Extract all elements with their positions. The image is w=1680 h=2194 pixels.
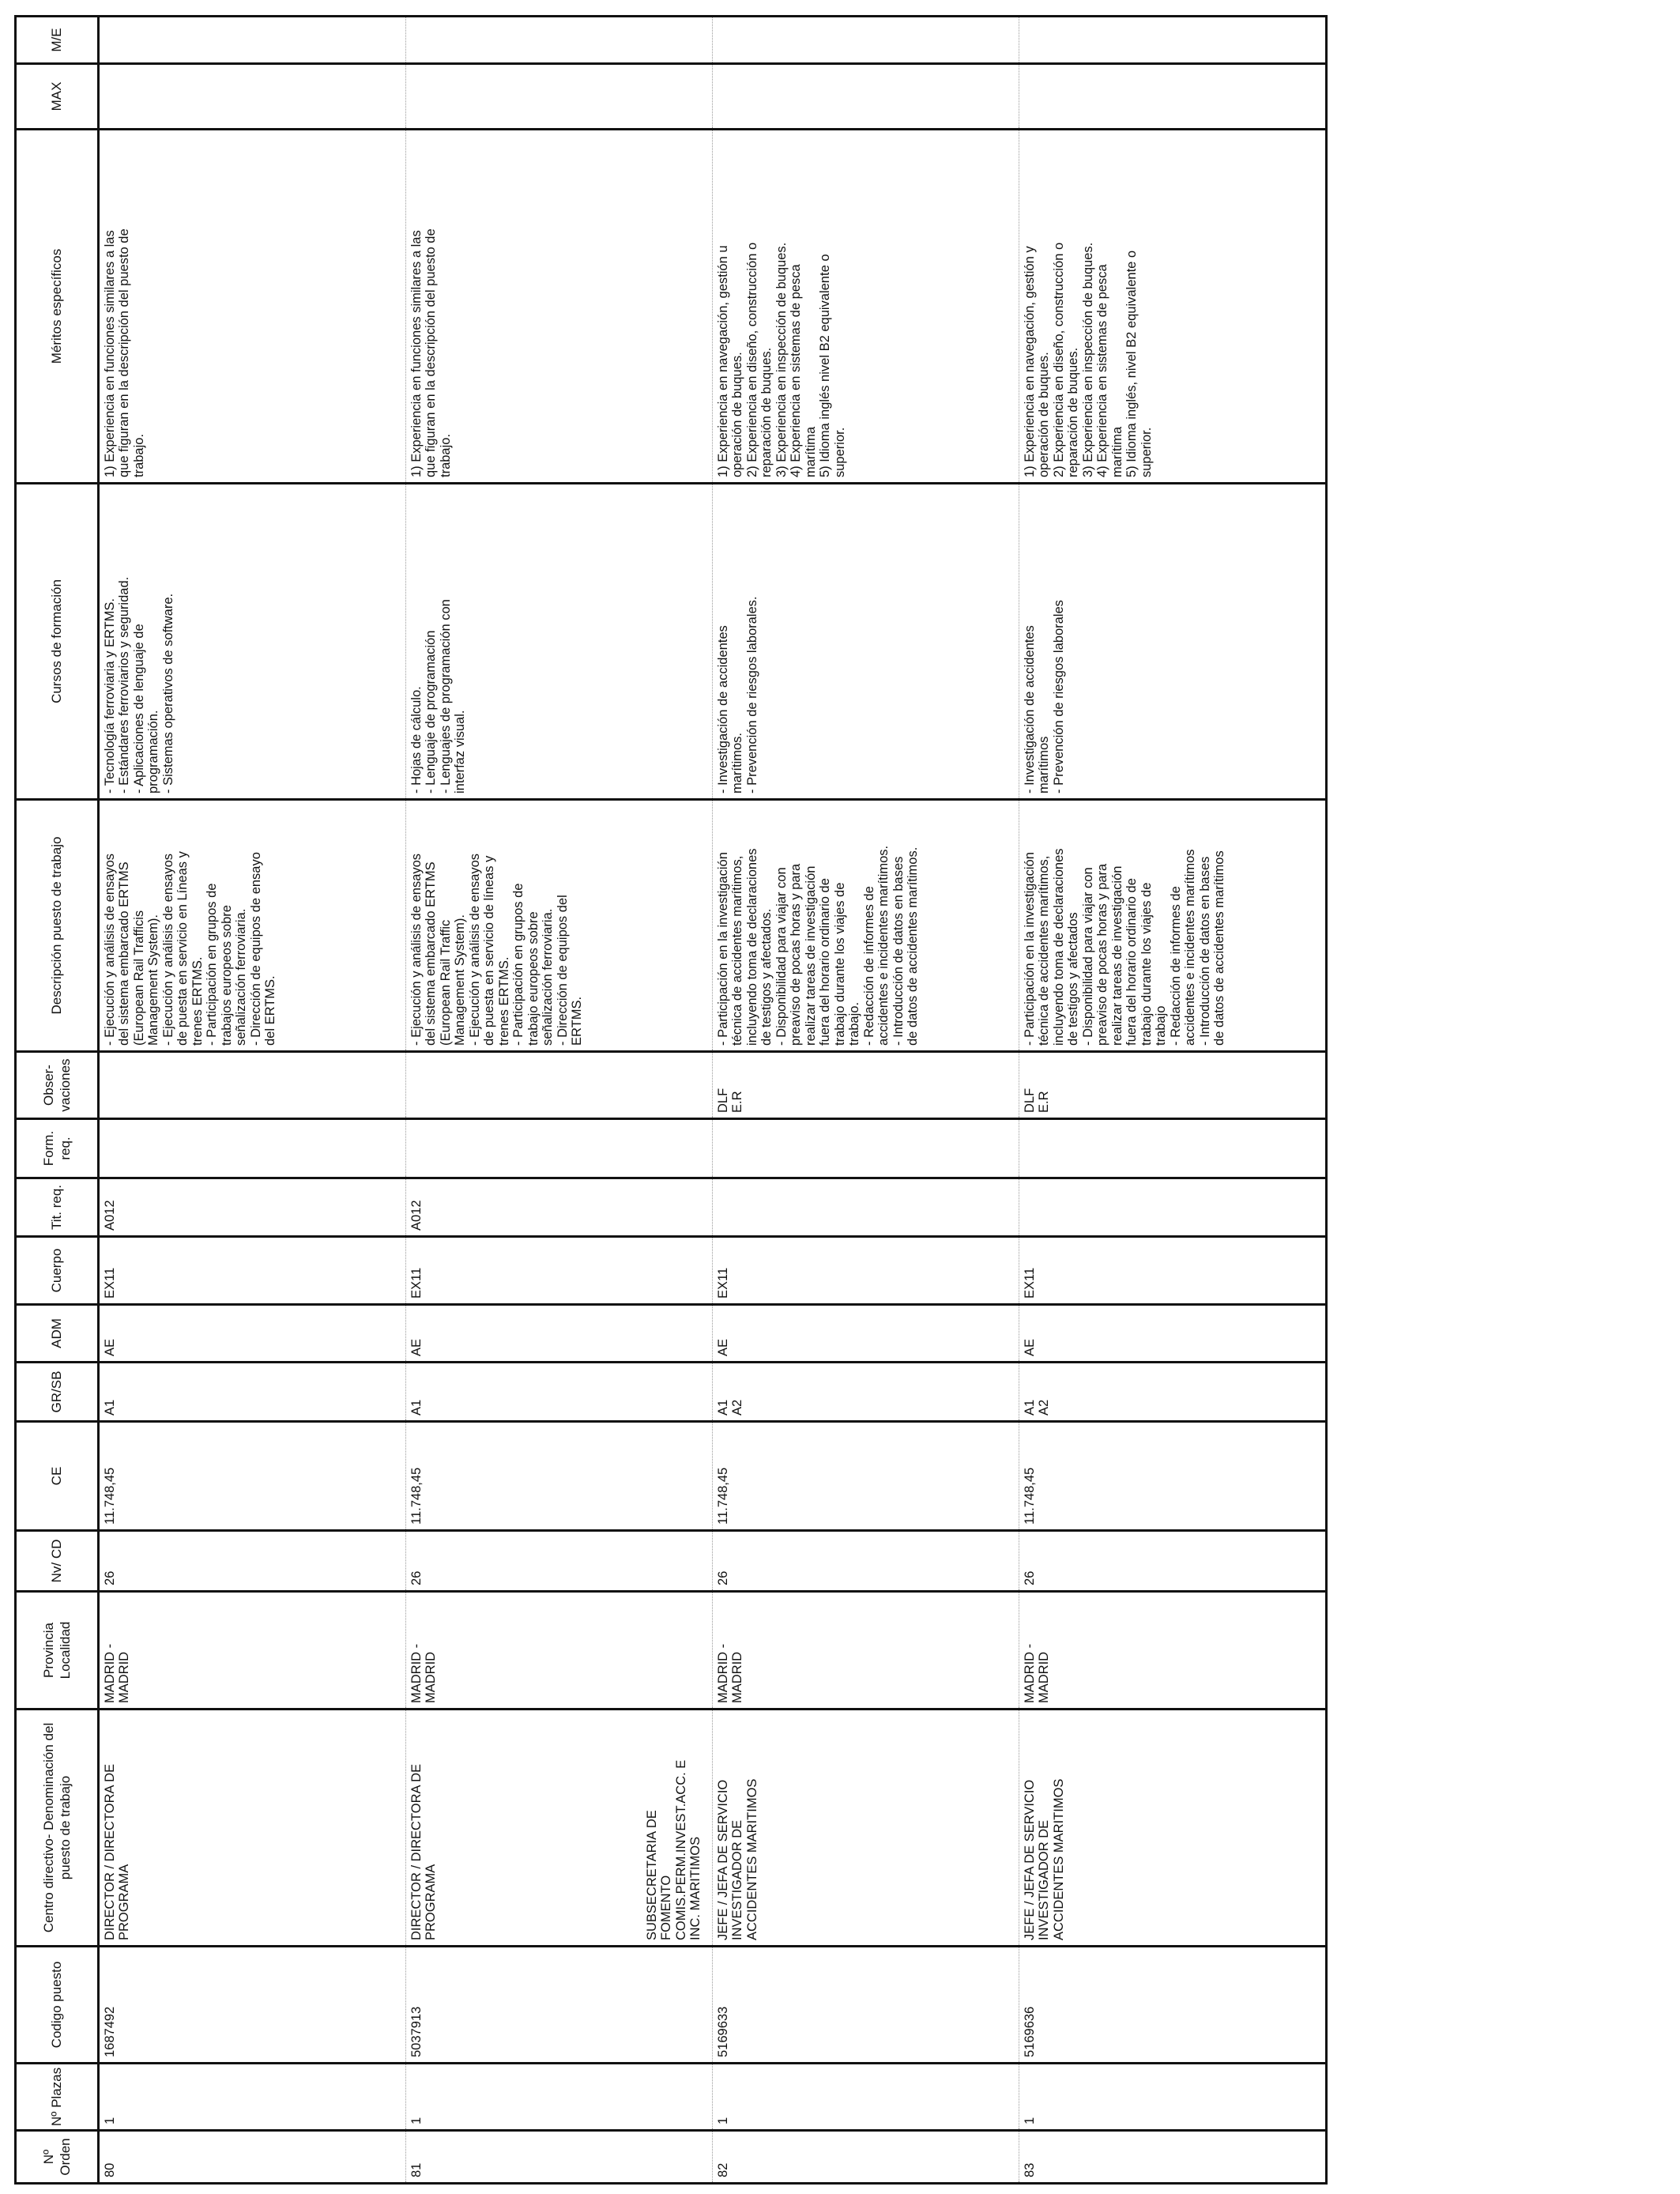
header-row (16, 17, 99, 2184)
ce-cell: 11.748,45 (406, 1422, 713, 1531)
provincia-cell: MADRID - MADRID (99, 1592, 406, 1710)
job-positions-table (14, 15, 1328, 2185)
codigo-cell: 5169633 (713, 1947, 1019, 2064)
header-adm: ADM (16, 1305, 99, 1363)
descripcion-cell: - Ejecución y análisis de ensayos del sistema embarcado ERTMS (European Rail Trafficis Management System). - Ejecución y análisis de ensayos de puesta en servicio en Líneas y trenes ERTMS. - Participación en grupos de trabajos europeos sobre señalización ferroviaria. - Dirección de equipos de ensayo del ERTMS. (99, 800, 406, 1052)
header-max: MAX (16, 64, 99, 130)
header-grupo: GR/SB (16, 1363, 99, 1422)
table-row (713, 17, 1019, 2184)
descripcion-cell: - Ejecución y análisis de ensayos del sistema embarcado ERTMS (European Rail Traffic Management System). - Ejecución y análisis de ensayos de puesta en servicio de líneas y trenes ERTMS. - Participación en grupos de trabajo europeos sobre señalización ferroviaria. - Dirección de equipos del ERTMS. (406, 800, 713, 1052)
cursos-cell: - Investigación de accidentes marítimos. - Prevención de riesgos laborales. (713, 484, 1019, 800)
table-row (99, 17, 406, 2184)
codigo-cell: 5169636 (1019, 1947, 1327, 2064)
header-plazas: Nº Plazas (16, 2064, 99, 2131)
header-meritos: Méritos específicos (16, 130, 99, 484)
header-observaciones: Obser- vaciones (16, 1052, 99, 1119)
adm-cell: AE (99, 1305, 406, 1363)
cuerpo-cell: EX11 (406, 1237, 713, 1305)
max-cell (1019, 64, 1327, 130)
meritos-cell: 1) Experiencia en navegación, gestión u operación de buques. 2) Experiencia en diseño, construcción o reparación de buques. 3) Experiencia en inspección de buques. 4) Experiencia en sistemas de pesca marítima 5) Idioma inglés nivel B2 equivalente o superior. (713, 130, 1019, 484)
nivel-cell: 26 (713, 1531, 1019, 1592)
descripcion-cell: - Participación en la investigación técnica de accidentes marítimos, incluyendo toma de declaraciones de testigos y afectados. - Disponibilidad para viajar con preaviso de pocas horas y para realizar tareas de investigación fuera del horario ordinario de trabajo durante los viajes de trabajo. - Redacción de informes de accidentes e incidentes marítimos. - Introducción de datos en bases de datos de accidentes marítimos. (713, 800, 1019, 1052)
grupo-cell: A1 (406, 1363, 713, 1422)
cursos-cell: - Hojas de cálculo. - Lenguaje de programación - Lenguajes de programación con interfaz visual. (406, 484, 713, 800)
centro-cell: JEFE / JEFA DE SERVICIO INVESTIGADOR DE ACCIDENTES MARITIMOS (1019, 1710, 1327, 1947)
header-cuerpo: Cuerpo (16, 1237, 99, 1305)
centro-cell (406, 1710, 713, 1947)
descripcion-cell: - Participación en la investigación técnica de accidentes marítimos, incluyendo toma de declaraciones de testigos y afectados - Disponibilidad para viajar con preaviso de pocas horas y para realizar tareas de investigación fuera del horario ordinario de trabajo durante los viajes de trabajo - Redacción de informes de accidentes e incidentes marítimos - Introducción de datos en bases de datos de accidentes marítimos (1019, 800, 1327, 1052)
header-codigo: Codigo puesto (16, 1947, 99, 2064)
grupo-cell: A1 (99, 1363, 406, 1422)
cuerpo-cell: EX11 (99, 1237, 406, 1305)
adm-cell: AE (713, 1305, 1019, 1363)
orden-cell: 82 (713, 2131, 1019, 2184)
titulacion-cell (1019, 1178, 1327, 1237)
header-provincia: Provincia Localidad (16, 1592, 99, 1710)
header-ce: CE (16, 1422, 99, 1531)
nivel-cell: 26 (1019, 1531, 1327, 1592)
orden-cell: 81 (406, 2131, 713, 2184)
plazas-cell: 1 (99, 2064, 406, 2131)
max-cell (713, 64, 1019, 130)
formacion-cell (1019, 1119, 1327, 1178)
cuerpo-cell: EX11 (713, 1237, 1019, 1305)
meritos-cell: 1) Experiencia en funciones similares a las que figuran en la descripción del puesto de trabajo. (406, 130, 713, 484)
max-cell (99, 64, 406, 130)
max-cell (406, 64, 713, 130)
provincia-cell: MADRID - MADRID (406, 1592, 713, 1710)
meritos-cell: 1) Experiencia en funciones similares a las que figuran en la descripción del puesto de trabajo. (99, 130, 406, 484)
observaciones-cell: DLF E.R (1019, 1052, 1327, 1119)
header-centro: Centro directivo- Denominación del puesto de trabajo (16, 1710, 99, 1947)
me-cell (406, 17, 713, 64)
table-row (406, 17, 713, 2184)
formacion-cell (406, 1119, 713, 1178)
nivel-cell: 26 (406, 1531, 713, 1592)
header-orden: Nº Orden (16, 2131, 99, 2184)
ce-cell: 11.748,45 (713, 1422, 1019, 1531)
adm-cell: AE (1019, 1305, 1327, 1363)
observaciones-cell (406, 1052, 713, 1119)
codigo-cell: 1687492 (99, 1947, 406, 2064)
provincia-cell: MADRID - MADRID (1019, 1592, 1327, 1710)
provincia-cell: MADRID - MADRID (713, 1592, 1019, 1710)
formacion-cell (99, 1119, 406, 1178)
header-cursos: Cursos de formación (16, 484, 99, 800)
centro-cell: DIRECTOR / DIRECTORA DE PROGRAMA (99, 1710, 406, 1947)
codigo-cell: 5037913 (406, 1947, 713, 2064)
table-row (1019, 17, 1327, 2184)
ce-cell: 11.748,45 (99, 1422, 406, 1531)
meritos-cell: 1) Experiencia en navegación, gestión y operación de buques. 2) Experiencia en diseño, construcción o reparación de buques. 3) Experiencia en inspección de buques. 4) Experiencia en sistemas de pesca marítima 5) Idioma inglés, nivel B2 equivalente o superior. (1019, 130, 1327, 484)
plazas-cell: 1 (713, 2064, 1019, 2131)
section-heading: SUBSECRETARIA DE FOMENTO COMIS.PERM.INVEST.ACC. E INC. MARITIMOS (645, 1759, 703, 1940)
titulacion-cell: A012 (406, 1178, 713, 1237)
me-cell (1019, 17, 1327, 64)
header-formacion: Form. req. (16, 1119, 99, 1178)
me-cell (99, 17, 406, 64)
adm-cell: AE (406, 1305, 713, 1363)
cursos-cell: - Tecnología ferroviaria y ERTMS. - Estándares ferroviarios y seguridad. - Aplicaciones de lenguaje de programación. - Sistemas operativos de software. (99, 484, 406, 800)
header-nivel: Nv/ CD (16, 1531, 99, 1592)
header-me: M/E (16, 17, 99, 64)
titulacion-cell (713, 1178, 1019, 1237)
header-descripcion: Descripción puesto de trabajo (16, 800, 99, 1052)
nivel-cell: 26 (99, 1531, 406, 1592)
plazas-cell: 1 (406, 2064, 713, 2131)
ce-cell: 11.748,45 (1019, 1422, 1327, 1531)
cuerpo-cell: EX11 (1019, 1237, 1327, 1305)
grupo-cell: A1 A2 (1019, 1363, 1327, 1422)
centro-cell: JEFE / JEFA DE SERVICIO INVESTIGADOR DE ACCIDENTES MARITIMOS (713, 1710, 1019, 1947)
orden-cell: 80 (99, 2131, 406, 2184)
centro-text: DIRECTOR / DIRECTORA DE PROGRAMA (409, 1763, 439, 1940)
titulacion-cell: A012 (99, 1178, 406, 1237)
header-titulacion: Tit. req. (16, 1178, 99, 1237)
observaciones-cell (99, 1052, 406, 1119)
plazas-cell: 1 (1019, 2064, 1327, 2131)
me-cell (713, 17, 1019, 64)
observaciones-cell: DLF E.R (713, 1052, 1019, 1119)
orden-cell: 83 (1019, 2131, 1327, 2184)
formacion-cell (713, 1119, 1019, 1178)
cursos-cell: - Investigación de accidentes marítimos - Prevención de riesgos laborales (1019, 484, 1327, 800)
grupo-cell: A1 A2 (713, 1363, 1019, 1422)
